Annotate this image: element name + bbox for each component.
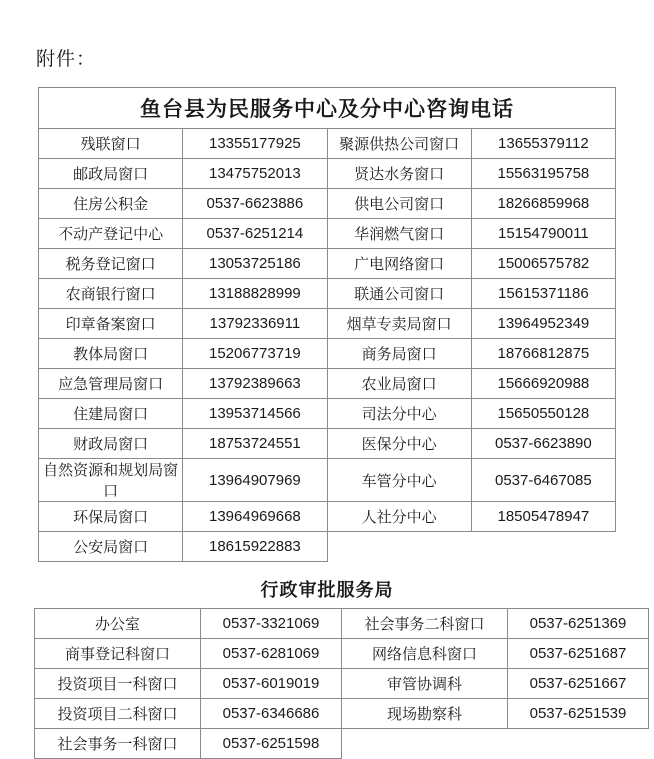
phone-number: 0537-6346686 xyxy=(201,699,342,729)
empty-cell xyxy=(471,532,615,562)
department-name: 商务局窗口 xyxy=(327,339,471,369)
department-name: 网络信息科窗口 xyxy=(342,639,508,669)
table-row xyxy=(39,369,616,399)
phone-number: 13655379112 xyxy=(471,129,615,159)
phone-number: 18753724551 xyxy=(183,429,327,459)
phone-number: 13475752013 xyxy=(183,159,327,189)
department-name: 联通公司窗口 xyxy=(327,279,471,309)
second-table-body xyxy=(35,609,649,759)
department-name: 残联窗口 xyxy=(39,129,183,159)
department-name: 住房公积金 xyxy=(39,189,183,219)
table-row xyxy=(39,159,616,189)
phone-number: 18615922883 xyxy=(183,532,327,562)
phone-number: 13964907969 xyxy=(183,459,327,502)
table-row xyxy=(39,459,616,502)
phone-number: 0537-6251667 xyxy=(508,669,649,699)
main-table-body xyxy=(39,88,616,562)
table-row xyxy=(39,532,616,562)
table-row xyxy=(35,699,649,729)
phone-number: 13792389663 xyxy=(183,369,327,399)
department-name: 不动产登记中心 xyxy=(39,219,183,249)
phone-number: 13355177925 xyxy=(183,129,327,159)
section-heading: 行政审批服务局 xyxy=(260,580,394,600)
department-name: 投资项目一科窗口 xyxy=(35,669,201,699)
table-row xyxy=(39,502,616,532)
table-row xyxy=(39,249,616,279)
empty-cell xyxy=(327,532,471,562)
table-row xyxy=(35,729,649,759)
phone-number: 18505478947 xyxy=(471,502,615,532)
department-name: 财政局窗口 xyxy=(39,429,183,459)
department-name: 农商银行窗口 xyxy=(39,279,183,309)
department-name: 商事登记科窗口 xyxy=(35,639,201,669)
department-name: 审管协调科 xyxy=(342,669,508,699)
phone-number: 18266859968 xyxy=(471,189,615,219)
department-name: 应急管理局窗口 xyxy=(39,369,183,399)
department-name: 人社分中心 xyxy=(327,502,471,532)
phone-number: 0537-6251369 xyxy=(508,609,649,639)
phone-number: 0537-6623886 xyxy=(183,189,327,219)
department-name: 邮政局窗口 xyxy=(39,159,183,189)
phone-number: 13188828999 xyxy=(183,279,327,309)
department-name: 广电网络窗口 xyxy=(327,249,471,279)
table-row xyxy=(39,399,616,429)
phone-number: 13964969668 xyxy=(183,502,327,532)
empty-cell xyxy=(508,729,649,759)
phone-number: 15615371186 xyxy=(471,279,615,309)
department-name: 社会事务一科窗口 xyxy=(35,729,201,759)
department-name: 聚源供热公司窗口 xyxy=(327,129,471,159)
phone-number: 0537-6251598 xyxy=(201,729,342,759)
department-name: 贤达水务窗口 xyxy=(327,159,471,189)
department-name: 烟草专卖局窗口 xyxy=(327,309,471,339)
table-row xyxy=(39,189,616,219)
page-title: 鱼台县为民服务中心及分中心咨询电话 xyxy=(39,88,616,129)
service-center-phone-table xyxy=(38,87,616,562)
table-title-row xyxy=(39,88,616,129)
department-name: 税务登记窗口 xyxy=(39,249,183,279)
empty-cell xyxy=(342,729,508,759)
phone-number: 15563195758 xyxy=(471,159,615,189)
phone-number: 15206773719 xyxy=(183,339,327,369)
department-name: 环保局窗口 xyxy=(39,502,183,532)
department-name: 办公室 xyxy=(35,609,201,639)
phone-number: 0537-6623890 xyxy=(471,429,615,459)
department-name: 医保分中心 xyxy=(327,429,471,459)
phone-number: 15666920988 xyxy=(471,369,615,399)
phone-number: 13792336911 xyxy=(183,309,327,339)
department-name: 公安局窗口 xyxy=(39,532,183,562)
phone-number: 13053725186 xyxy=(183,249,327,279)
phone-number: 0537-6019019 xyxy=(201,669,342,699)
approval-bureau-phone-table xyxy=(34,608,649,759)
table-row xyxy=(35,639,649,669)
phone-number: 15650550128 xyxy=(471,399,615,429)
phone-number: 0537-6467085 xyxy=(471,459,615,502)
department-name: 华润燃气窗口 xyxy=(327,219,471,249)
phone-number: 0537-6281069 xyxy=(201,639,342,669)
table-row xyxy=(39,279,616,309)
department-name: 农业局窗口 xyxy=(327,369,471,399)
table-row xyxy=(39,129,616,159)
table-row xyxy=(39,219,616,249)
department-name: 社会事务二科窗口 xyxy=(342,609,508,639)
phone-number: 0537-6251214 xyxy=(183,219,327,249)
phone-number: 15154790011 xyxy=(471,219,615,249)
department-name: 住建局窗口 xyxy=(39,399,183,429)
department-name: 司法分中心 xyxy=(327,399,471,429)
department-name: 车管分中心 xyxy=(327,459,471,502)
department-name: 现场勘察科 xyxy=(342,699,508,729)
table-row xyxy=(35,609,649,639)
phone-number: 15006575782 xyxy=(471,249,615,279)
phone-number: 18766812875 xyxy=(471,339,615,369)
attachment-label: 附件： xyxy=(36,49,97,70)
department-name: 教体局窗口 xyxy=(39,339,183,369)
department-name: 印章备案窗口 xyxy=(39,309,183,339)
phone-number: 0537-6251539 xyxy=(508,699,649,729)
department-name: 投资项目二科窗口 xyxy=(35,699,201,729)
table-row xyxy=(39,309,616,339)
phone-number: 13953714566 xyxy=(183,399,327,429)
phone-number: 13964952349 xyxy=(471,309,615,339)
table-row xyxy=(39,429,616,459)
table-row xyxy=(39,339,616,369)
table-row xyxy=(35,669,649,699)
phone-number: 0537-3321069 xyxy=(201,609,342,639)
department-name: 自然资源和规划局窗口 xyxy=(39,459,183,502)
phone-number: 0537-6251687 xyxy=(508,639,649,669)
department-name: 供电公司窗口 xyxy=(327,189,471,219)
